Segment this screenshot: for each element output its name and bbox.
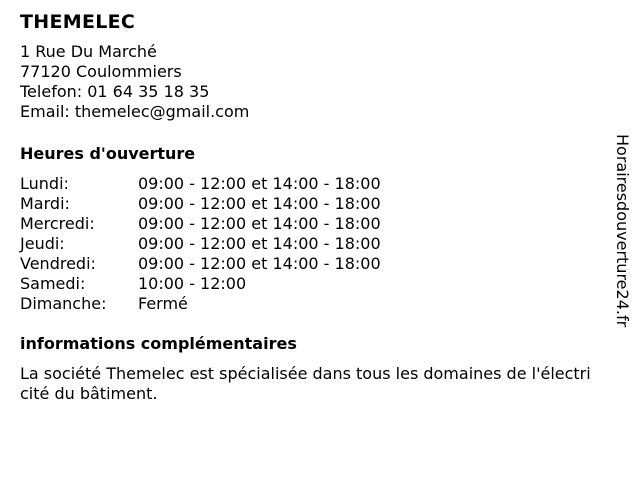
hours-row-mercredi [20,214,600,234]
opening-hours-heading: Heures d'ouverture [20,144,196,163]
day-label: Lundi: [20,174,69,193]
hours-row-dimanche [20,294,600,314]
additional-info-heading: informations complémentaires [20,334,297,353]
opening-hours-list [20,174,600,314]
time-value: 09:00 - 12:00 et 14:00 - 18:00 [138,234,381,253]
email-line: Email: themelec@gmail.com [20,102,250,121]
time-value: Fermé [138,294,188,313]
time-value: 09:00 - 12:00 et 14:00 - 18:00 [138,254,381,273]
address-line-2: 77120 Coulommiers [20,62,182,81]
hours-row-lundi [20,174,600,194]
time-value: 09:00 - 12:00 et 14:00 - 18:00 [138,214,381,233]
hours-row-jeudi [20,234,600,254]
time-value: 10:00 - 12:00 [138,274,247,293]
time-value: 09:00 - 12:00 et 14:00 - 18:00 [138,174,381,193]
day-label: Mardi: [20,194,70,213]
day-label: Mercredi: [20,214,95,233]
day-label: Dimanche: [20,294,107,313]
phone-line: Telefon: 01 64 35 18 35 [20,82,210,101]
business-card [20,8,600,404]
hours-row-mardi [20,194,600,214]
hours-row-samedi [20,274,600,294]
business-name: THEMELEC [20,11,136,33]
time-value: 09:00 - 12:00 et 14:00 - 18:00 [138,194,381,213]
address-line-1: 1 Rue Du Marché [20,42,157,61]
day-label: Jeudi: [20,234,65,253]
day-label: Vendredi: [20,254,96,273]
day-label: Samedi: [20,274,86,293]
site-watermark: Horairesdouverture24.fr [613,134,632,328]
hours-row-vendredi [20,254,600,274]
business-description: La société Themelec est spécialisée dans tous les domaines de l'électricité du bâtiment. [20,364,591,403]
